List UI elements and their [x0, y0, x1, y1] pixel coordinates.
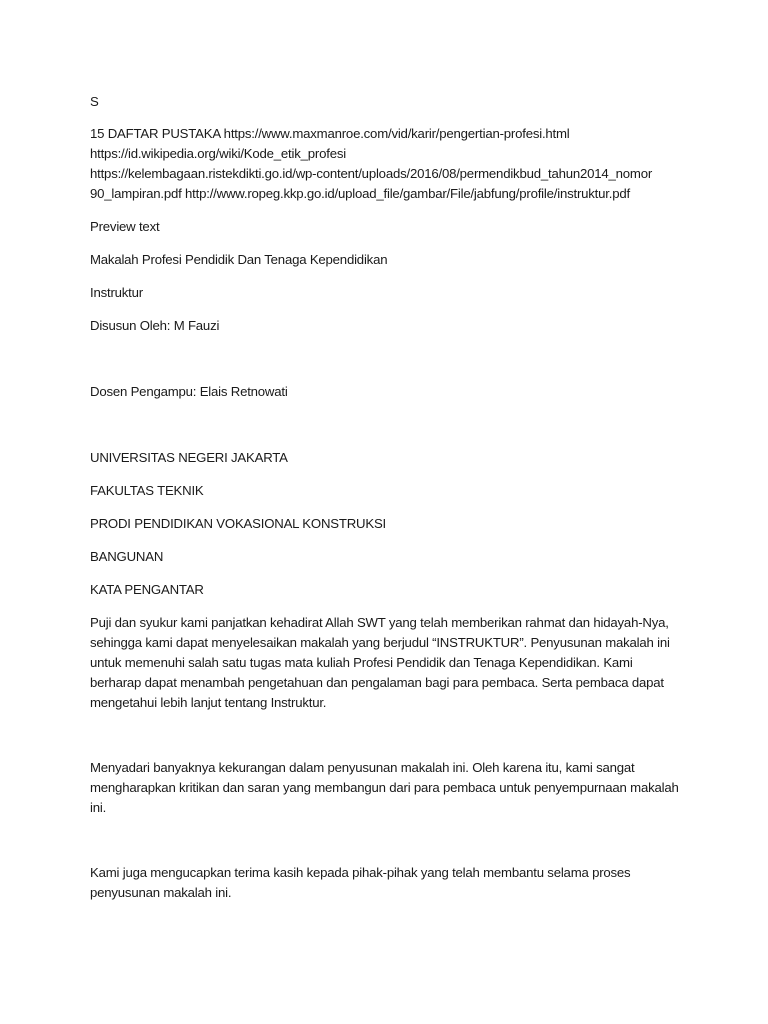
paragraph-2 [90, 758, 690, 818]
paragraph-line: ini. [90, 800, 107, 815]
program-name-line1: PRODI PENDIDIKAN VOKASIONAL KONSTRUKSI [90, 516, 387, 531]
paragraph-3 [90, 863, 690, 903]
paragraph-line: Menyadari banyaknya kekurangan dalam penyusunan makalah ini. Oleh karena itu, kami sangat [90, 760, 635, 775]
daftar-pustaka-line: https://id.wikipedia.org/wiki/Kode_etik_profesi [90, 146, 346, 161]
program-name-line2: BANGUNAN [90, 549, 164, 564]
paragraph-line: sehingga kami dapat menyelesaikan makalah yang berjudul “INSTRUKTUR”. Penyusunan makalah ini [90, 635, 670, 650]
author-line: Disusun Oleh: M Fauzi [90, 318, 220, 333]
daftar-pustaka-line: 15 DAFTAR PUSTAKA https://www.maxmanroe.com/vid/karir/pengertian-profesi.html [90, 126, 570, 141]
paragraph-line: penyusunan makalah ini. [90, 885, 232, 900]
preview-text-label: Preview text [90, 219, 160, 234]
university-name: UNIVERSITAS NEGERI JAKARTA [90, 450, 288, 465]
daftar-pustaka [90, 124, 690, 204]
document-title: Makalah Profesi Pendidik Dan Tenaga Kependidikan [90, 252, 388, 267]
s-line: S [90, 94, 99, 109]
lecturer-line: Dosen Pengampu: Elais Retnowati [90, 384, 288, 399]
paragraph-1 [90, 613, 690, 713]
paragraph-line: untuk memenuhi salah satu tugas mata kuliah Profesi Pendidik dan Tenaga Kependidikan. Kami [90, 655, 633, 670]
kata-pengantar-heading: KATA PENGANTAR [90, 582, 204, 597]
faculty-name: FAKULTAS TEKNIK [90, 483, 204, 498]
paragraph-line: mengetahui lebih lanjut tentang Instruktur. [90, 695, 327, 710]
paragraph-line: mengharapkan kritikan dan saran yang membangun dari para pembaca untuk penyempurnaan makalah [90, 780, 679, 795]
daftar-pustaka-line: 90_lampiran.pdf http://www.ropeg.kkp.go.id/upload_file/gambar/File/jabfung/profile/instruktur.pdf [90, 186, 630, 201]
paragraph-line: Kami juga mengucapkan terima kasih kepada pihak-pihak yang telah membantu selama proses [90, 865, 631, 880]
paragraph-line: Puji dan syukur kami panjatkan kehadirat Allah SWT yang telah memberikan rahmat dan hidayah-Nya, [90, 615, 669, 630]
daftar-pustaka-line: https://kelembagaan.ristekdikti.go.id/wp-content/uploads/2016/08/permendikbud_tahun2014_nomor [90, 166, 653, 181]
document-subtitle: Instruktur [90, 285, 143, 300]
paragraph-line: berharap dapat menambah pengetahuan dan pengalaman bagi para pembaca. Serta pembaca dapat [90, 675, 664, 690]
